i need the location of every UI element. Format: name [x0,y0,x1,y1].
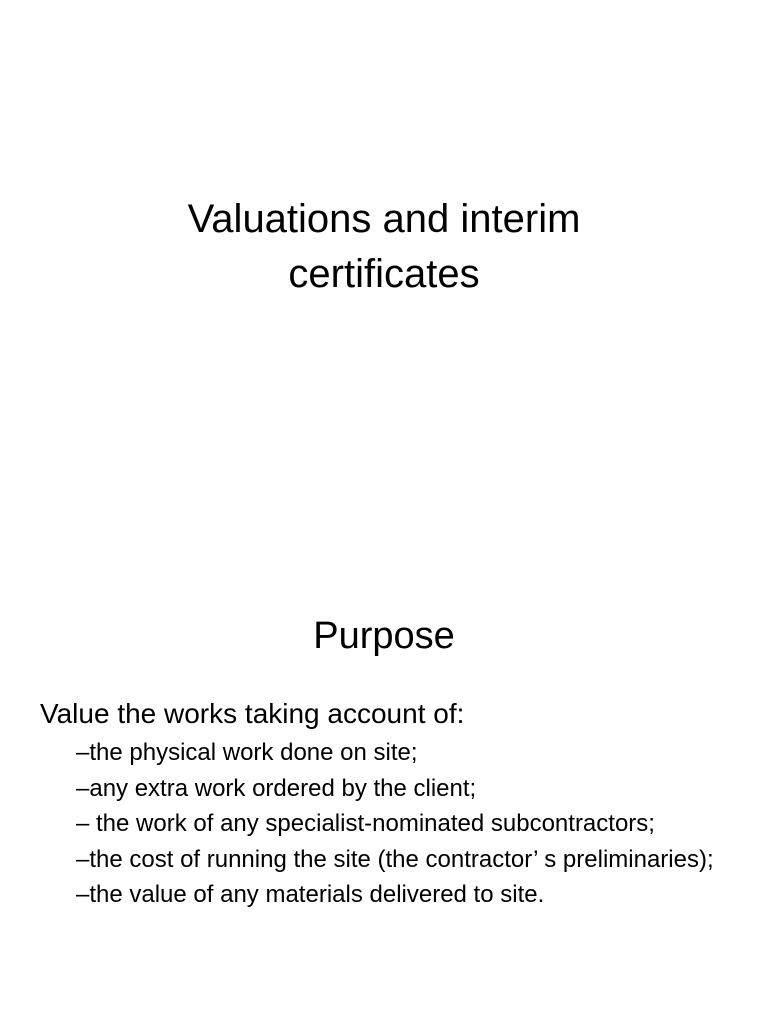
slide-title [0,192,768,302]
bullet-item: – the work of any specialist-nominated subcontractors; [76,810,655,837]
bullet-list [76,735,716,913]
bullet-item: –the value of any materials delivered to site. [76,881,545,908]
section-heading: Purpose [313,615,455,657]
bullet-item: –the cost of running the site (the contractor’ s preliminaries); [76,845,714,873]
slide-title-line-1: Valuations and interim [187,197,581,241]
lead-text: Value the works taking account of: [40,698,465,729]
bullet-item: –any extra work ordered by the client; [76,774,477,802]
slide-title-line-2: certificates [288,252,480,296]
bullet-item: –the physical work done on site; [76,739,418,766]
